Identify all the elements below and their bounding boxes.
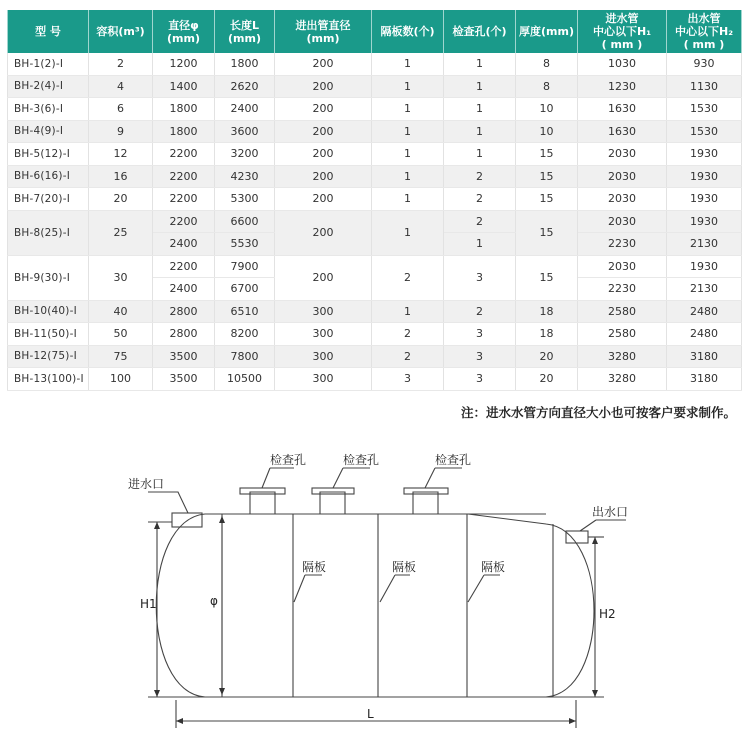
cell-h1: 2580 [578, 300, 667, 323]
cell-h2: 2480 [667, 323, 742, 346]
cell-volume: 6 [89, 98, 153, 121]
cell-diameter: 1200 [153, 53, 215, 75]
outlet-label: 出水口 [592, 505, 629, 519]
inspection-hole-2-cap [312, 488, 354, 494]
cell-model: BH-8(25)-Ⅰ [8, 210, 89, 255]
cell-model: BH-12(75)-Ⅰ [8, 345, 89, 368]
cell-hole: 3 [444, 345, 516, 368]
inspection-hole-label-1: 检查孔 [270, 453, 307, 467]
cell-pipe: 300 [275, 368, 372, 391]
cell-volume: 75 [89, 345, 153, 368]
cell-hole: 1 [444, 53, 516, 75]
cell-baffle: 1 [372, 120, 444, 143]
cell-diameter: 2200 [153, 165, 215, 188]
cell-h1: 1630 [578, 120, 667, 143]
header-subtext: 中心以下H₁ [592, 25, 652, 38]
cell-volume: 30 [89, 255, 153, 300]
h2-label: H2 [599, 607, 616, 621]
inspection-hole-3 [413, 492, 438, 514]
header-text: 厚度(mm) [519, 25, 574, 38]
cell-thickness: 15 [516, 210, 578, 255]
cell-h1: 2030 [578, 143, 667, 166]
cell-hole: 2 [444, 188, 516, 211]
cell-model: BH-3(6)-Ⅰ [8, 98, 89, 121]
cell-thickness: 10 [516, 120, 578, 143]
table-row [8, 323, 742, 346]
cell-model: BH-9(30)-Ⅰ [8, 255, 89, 300]
cell-baffle: 1 [372, 53, 444, 75]
header-length [215, 10, 275, 53]
cell-h2: 1930 [667, 143, 742, 166]
cell-length: 10500 [215, 368, 275, 391]
cell-length: 2400 [215, 98, 275, 121]
cell-thickness: 20 [516, 368, 578, 391]
table-row [8, 255, 742, 278]
cell-volume: 100 [89, 368, 153, 391]
cell-diameter: 2800 [153, 300, 215, 323]
cell-thickness: 15 [516, 255, 578, 300]
cell-model: BH-13(100)-Ⅰ [8, 368, 89, 391]
header-unit: (mm) [228, 31, 261, 45]
cell-hole: 2 [444, 165, 516, 188]
cell-model: BH-6(16)-Ⅰ [8, 165, 89, 188]
header-text: 检查孔(个) [452, 25, 507, 38]
header-volume [89, 10, 153, 53]
cell-diameter: 1800 [153, 120, 215, 143]
cell-h1: 1630 [578, 98, 667, 121]
cell-baffle: 1 [372, 210, 444, 255]
cell-model: BH-10(40)-Ⅰ [8, 300, 89, 323]
cell-baffle: 1 [372, 188, 444, 211]
header-h2 [667, 10, 742, 53]
cell-h1: 3280 [578, 345, 667, 368]
cell-thickness: 10 [516, 98, 578, 121]
cell-model: BH-5(12)-Ⅰ [8, 143, 89, 166]
cell-h2: 1130 [667, 75, 742, 98]
header-text: 容积(m³) [96, 25, 145, 38]
cell-h2: 2130 [667, 233, 742, 256]
header-h1 [578, 10, 667, 53]
table-row [8, 368, 742, 391]
inspection-hole-3-cap [404, 488, 448, 494]
cell-volume: 40 [89, 300, 153, 323]
cell-thickness: 18 [516, 300, 578, 323]
baffle-label-2: 隔板 [392, 560, 417, 574]
header-text: 直径φ [168, 18, 199, 32]
cell-volume: 4 [89, 75, 153, 98]
hole-3-leader [425, 468, 462, 488]
h1-label: H1 [140, 597, 157, 611]
cell-pipe: 200 [275, 53, 372, 75]
cell-thickness: 15 [516, 143, 578, 166]
header-unit: (mm) [306, 31, 340, 45]
cell-volume: 25 [89, 210, 153, 255]
baffle-label-1: 隔板 [302, 560, 327, 574]
cell-pipe: 200 [275, 120, 372, 143]
table-row [8, 300, 742, 323]
cell-diameter: 2400 [153, 233, 215, 256]
cell-h1: 2580 [578, 323, 667, 346]
cell-diameter: 3500 [153, 368, 215, 391]
cell-volume: 16 [89, 165, 153, 188]
cell-length: 7800 [215, 345, 275, 368]
cell-diameter: 2200 [153, 143, 215, 166]
cell-baffle: 1 [372, 98, 444, 121]
header-diameter [153, 10, 215, 53]
cell-length: 7900 [215, 255, 275, 278]
cell-baffle: 1 [372, 300, 444, 323]
cell-length: 2620 [215, 75, 275, 98]
cell-baffle: 2 [372, 255, 444, 300]
inlet-leader [148, 492, 188, 513]
baffle-1-leader [294, 575, 322, 602]
cell-h2: 1930 [667, 165, 742, 188]
header-subtext: 中心以下H₂ [674, 25, 734, 38]
cell-volume: 9 [89, 120, 153, 143]
outlet-pipe [566, 531, 588, 543]
cell-diameter: 2200 [153, 188, 215, 211]
table-row [8, 165, 742, 188]
cell-h1: 2030 [578, 255, 667, 278]
header-unit: (mm) [167, 31, 200, 45]
cell-baffle: 1 [372, 165, 444, 188]
cell-length: 4230 [215, 165, 275, 188]
table-row [8, 143, 742, 166]
cell-length: 6700 [215, 278, 275, 301]
cell-diameter: 3500 [153, 345, 215, 368]
table-row [8, 188, 742, 211]
header-text: 隔板数(个) [380, 25, 435, 38]
cell-h2: 1930 [667, 188, 742, 211]
header-pipe-diameter [275, 10, 372, 53]
cell-diameter: 2200 [153, 255, 215, 278]
table-row [8, 120, 742, 143]
cell-h1: 2230 [578, 233, 667, 256]
cell-h2: 2480 [667, 300, 742, 323]
cell-length: 3600 [215, 120, 275, 143]
cell-pipe: 200 [275, 165, 372, 188]
cell-diameter: 2400 [153, 278, 215, 301]
inspection-hole-label-3: 检查孔 [435, 453, 472, 467]
cell-h1: 2030 [578, 210, 667, 233]
table-row [8, 53, 742, 75]
cell-h1: 1030 [578, 53, 667, 75]
header-text: 长度L [229, 18, 259, 32]
cell-h2: 2130 [667, 278, 742, 301]
cell-length: 5300 [215, 188, 275, 211]
header-text: 型 号 [35, 25, 61, 38]
baffle-label-3: 隔板 [481, 560, 506, 574]
cell-volume: 2 [89, 53, 153, 75]
cell-h2: 3180 [667, 345, 742, 368]
header-text: 出水管 [687, 12, 721, 25]
cell-thickness: 15 [516, 165, 578, 188]
outlet-leader [580, 520, 626, 531]
cell-h2: 1530 [667, 98, 742, 121]
cell-model: BH-7(20)-Ⅰ [8, 188, 89, 211]
table-row [8, 345, 742, 368]
cell-diameter: 1400 [153, 75, 215, 98]
cell-thickness: 15 [516, 188, 578, 211]
cell-thickness: 18 [516, 323, 578, 346]
header-model [8, 10, 89, 53]
cell-pipe: 300 [275, 345, 372, 368]
cell-hole: 2 [444, 210, 516, 233]
cell-thickness: 8 [516, 53, 578, 75]
cell-pipe: 200 [275, 143, 372, 166]
cell-pipe: 200 [275, 210, 372, 255]
table-row [8, 75, 742, 98]
cell-h1: 2030 [578, 165, 667, 188]
cell-length: 8200 [215, 323, 275, 346]
cell-hole: 1 [444, 233, 516, 256]
cell-model: BH-4(9)-Ⅰ [8, 120, 89, 143]
inspection-hole-label-2: 检查孔 [343, 453, 380, 467]
cell-baffle: 3 [372, 368, 444, 391]
cell-length: 3200 [215, 143, 275, 166]
cell-volume: 20 [89, 188, 153, 211]
inspection-hole-1 [250, 492, 275, 514]
header-unit: ( mm ) [683, 38, 725, 51]
cell-hole: 1 [444, 143, 516, 166]
cell-baffle: 2 [372, 345, 444, 368]
cell-pipe: 300 [275, 323, 372, 346]
cell-h2: 1930 [667, 210, 742, 233]
cell-model: BH-11(50)-Ⅰ [8, 323, 89, 346]
cell-h2: 930 [667, 53, 742, 75]
header-unit: ( mm ) [601, 38, 643, 51]
header-thickness [516, 10, 578, 53]
cell-pipe: 200 [275, 255, 372, 300]
cell-pipe: 300 [275, 300, 372, 323]
cell-h2: 1530 [667, 120, 742, 143]
cell-hole: 2 [444, 300, 516, 323]
cell-baffle: 1 [372, 75, 444, 98]
header-text: 进水管 [605, 12, 639, 25]
cell-model: BH-1(2)-Ⅰ [8, 53, 89, 75]
table-row [8, 98, 742, 121]
header-inspection-count [444, 10, 516, 53]
cell-length: 5530 [215, 233, 275, 256]
inspection-hole-1-cap [240, 488, 285, 494]
cell-pipe: 200 [275, 188, 372, 211]
hole-2-leader [333, 468, 370, 488]
header-baffle-count [372, 10, 444, 53]
cell-h2: 3180 [667, 368, 742, 391]
cell-hole: 3 [444, 255, 516, 300]
cell-hole: 3 [444, 323, 516, 346]
cell-hole: 1 [444, 120, 516, 143]
length-label: L [367, 707, 374, 721]
cell-h1: 2230 [578, 278, 667, 301]
table-row [8, 210, 742, 233]
cell-hole: 3 [444, 368, 516, 391]
inlet-label: 进水口 [128, 477, 165, 491]
cell-length: 1800 [215, 53, 275, 75]
cell-pipe: 200 [275, 75, 372, 98]
cell-length: 6510 [215, 300, 275, 323]
baffle-2-leader [380, 575, 410, 602]
cell-baffle: 2 [372, 323, 444, 346]
cell-h2: 1930 [667, 255, 742, 278]
cell-diameter: 1800 [153, 98, 215, 121]
cell-diameter: 2800 [153, 323, 215, 346]
cell-hole: 1 [444, 75, 516, 98]
cell-baffle: 1 [372, 143, 444, 166]
baffle-3-leader [468, 575, 500, 602]
cell-volume: 12 [89, 143, 153, 166]
header-text: 进出管直径 [295, 18, 351, 32]
tank-diagram [0, 430, 750, 750]
cell-thickness: 8 [516, 75, 578, 98]
cell-volume: 50 [89, 323, 153, 346]
spec-table [7, 10, 742, 391]
cell-h1: 1230 [578, 75, 667, 98]
cell-model: BH-2(4)-Ⅰ [8, 75, 89, 98]
hole-1-leader [262, 468, 294, 488]
cell-diameter: 2200 [153, 210, 215, 233]
cell-pipe: 200 [275, 98, 372, 121]
phi-label: φ [210, 594, 218, 608]
cell-thickness: 20 [516, 345, 578, 368]
cell-length: 6600 [215, 210, 275, 233]
cell-h1: 3280 [578, 368, 667, 391]
table-header-row [8, 10, 742, 53]
footnote: 注：进水水管方向直径大小也可按客户要求制作。 [460, 405, 736, 420]
cell-h1: 2030 [578, 188, 667, 211]
cell-hole: 1 [444, 98, 516, 121]
inspection-hole-2 [320, 492, 345, 514]
